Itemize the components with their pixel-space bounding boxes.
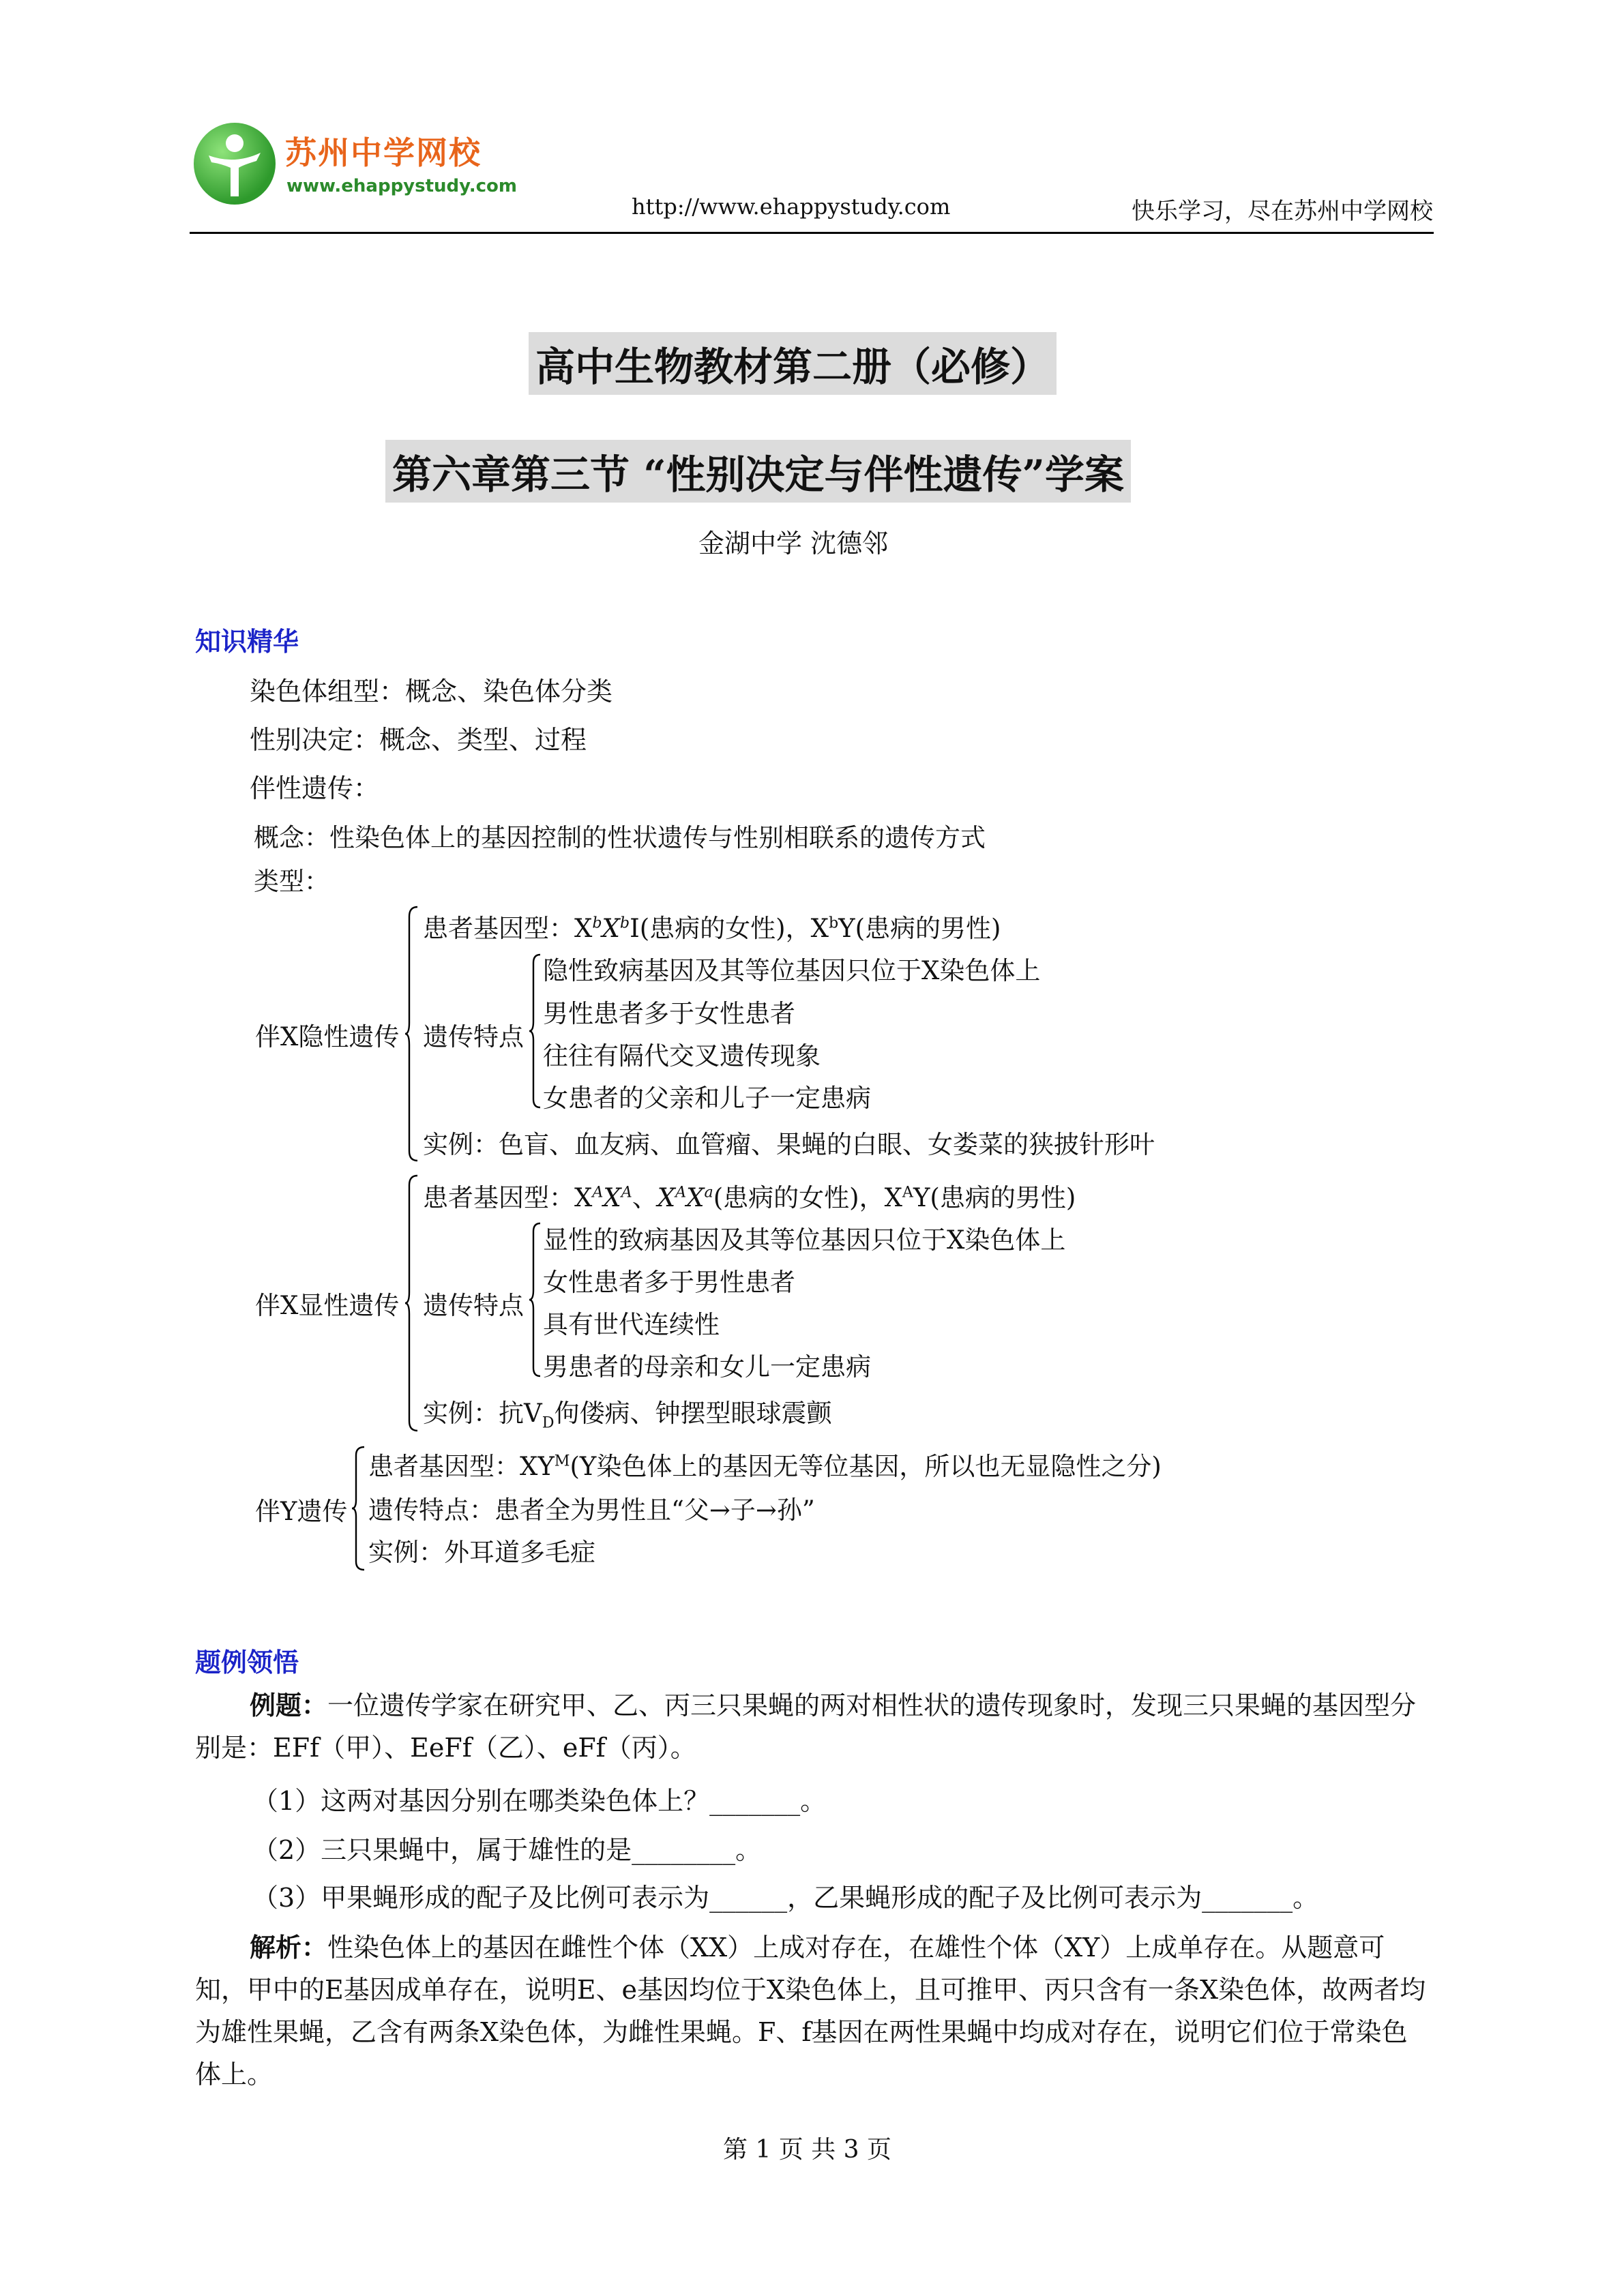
xr-genotype: 患者基因型：$X^bX^bI$(患病的女性)，$X^bY$(患病的男性) — [423, 914, 1001, 943]
xr-brace — [404, 906, 420, 1162]
xr-label: 伴X隐性遗传 — [255, 1022, 400, 1052]
knowledge-item: 染色体组型：概念、染色体分类 — [250, 676, 613, 706]
section-heading-examples: 题例领悟 — [195, 1647, 299, 1678]
person-icon — [194, 123, 276, 205]
page-number: 第 1 页 共 3 页 — [723, 2136, 892, 2164]
knowledge-item: 性别决定：概念、类型、过程 — [250, 725, 587, 755]
xr-feature: 男性患者多于女性患者 — [543, 999, 795, 1028]
knowledge-item: 伴性遗传： — [250, 773, 380, 803]
xr-example: 实例：色盲、血友病、血管瘤、果蝇的白眼、女娄菜的狭披针形叶 — [423, 1130, 1155, 1159]
xr-feature: 隐性致病基因及其等位基因只位于X染色体上 — [543, 956, 1041, 985]
xd-feature: 显性的致病基因及其等位基因只位于X染色体上 — [543, 1225, 1066, 1255]
logo-title: 苏州中学网校 — [285, 134, 482, 171]
question-1: （1）这两对基因分别在哪类染色体上？_______。 — [252, 1786, 827, 1816]
types-label: 类型： — [254, 867, 329, 896]
y-brace — [351, 1446, 367, 1572]
question-2: （2）三只果蝇中，属于雄性的是________。 — [252, 1835, 762, 1865]
header-url[interactable]: http://www.ehappystudy.com — [632, 194, 951, 220]
xr-features-label: 遗传特点 — [423, 1022, 524, 1052]
author: 金湖中学 沈德邻 — [698, 528, 889, 558]
y-example: 实例：外耳道多毛症 — [368, 1538, 595, 1567]
header-divider — [190, 232, 1434, 234]
xd-feature: 具有世代连续性 — [543, 1310, 720, 1339]
xd-label: 伴X显性遗传 — [255, 1291, 400, 1320]
xr-features-brace — [528, 953, 543, 1109]
xd-feature: 男患者的母亲和女儿一定患病 — [543, 1352, 871, 1382]
concept-line: 概念：性染色体上的基因控制的性状遗传与性别相联系的遗传方式 — [254, 823, 986, 852]
xd-brace — [404, 1174, 420, 1432]
page-subtitle: 第六章第三节 “性别决定与伴性遗传”学案 — [385, 440, 1131, 503]
y-label: 伴Y遗传 — [255, 1497, 348, 1526]
logo-url: www.ehappystudy.com — [286, 176, 517, 196]
y-genotype: 患者基因型：$XY^M(Y$染色体上的基因无等位基因，所以也无显隐性之分) — [368, 1452, 1162, 1481]
y-features: 遗传特点：患者全为男性且“父→子→孙” — [368, 1495, 815, 1525]
example-question: 例题：一位遗传学家在研究甲、乙、丙三只果蝇的两对相性状的遗传现象时，发现三只果蝇的基因型分别是：EFf（甲）、EeFf（乙）、eFf（丙）。 — [195, 1690, 1417, 1763]
question-3: （3）甲果蝇形成的配子及比例可表示为______，乙果蝇形成的配子及比例可表示为_______。 — [252, 1883, 1319, 1913]
section-heading-knowledge: 知识精华 — [195, 626, 299, 657]
xd-features-brace — [528, 1222, 543, 1377]
xd-feature: 女性患者多于男性患者 — [543, 1268, 795, 1297]
xd-genotype: 患者基因型：$X^AX^A$、$X^AX^a$(患病的女性)，$X^AY$(患病的男性) — [423, 1183, 1076, 1212]
xr-feature: 往往有隔代交叉遗传现象 — [543, 1041, 821, 1071]
xd-example: 实例：抗$V_D$佝偻病、钟摆型眼球震颤 — [423, 1399, 832, 1432]
example-analysis: 解析：性染色体上的基因在雌性个体（XX）上成对存在，在雄性个体（XY）上成单存在。从题意可知，甲中的E基因成单存在，说明E、e基因均位于X染色体上，且可推甲、丙只含有一条X染色体，故两者均为雄性果蝇，乙含有两条X染色体，为雌性果蝇。F、f基因在两性果蝇中均成对存在，说明它们位于常染色体上。 — [195, 1932, 1426, 2089]
school-logo — [194, 123, 276, 205]
header-slogan: 快乐学习，尽在苏州中学网校 — [1132, 198, 1433, 225]
xd-features-label: 遗传特点 — [423, 1291, 524, 1320]
page-title: 高中生物教材第二册（必修） — [529, 332, 1057, 395]
xr-feature: 女患者的父亲和儿子一定患病 — [543, 1084, 871, 1113]
